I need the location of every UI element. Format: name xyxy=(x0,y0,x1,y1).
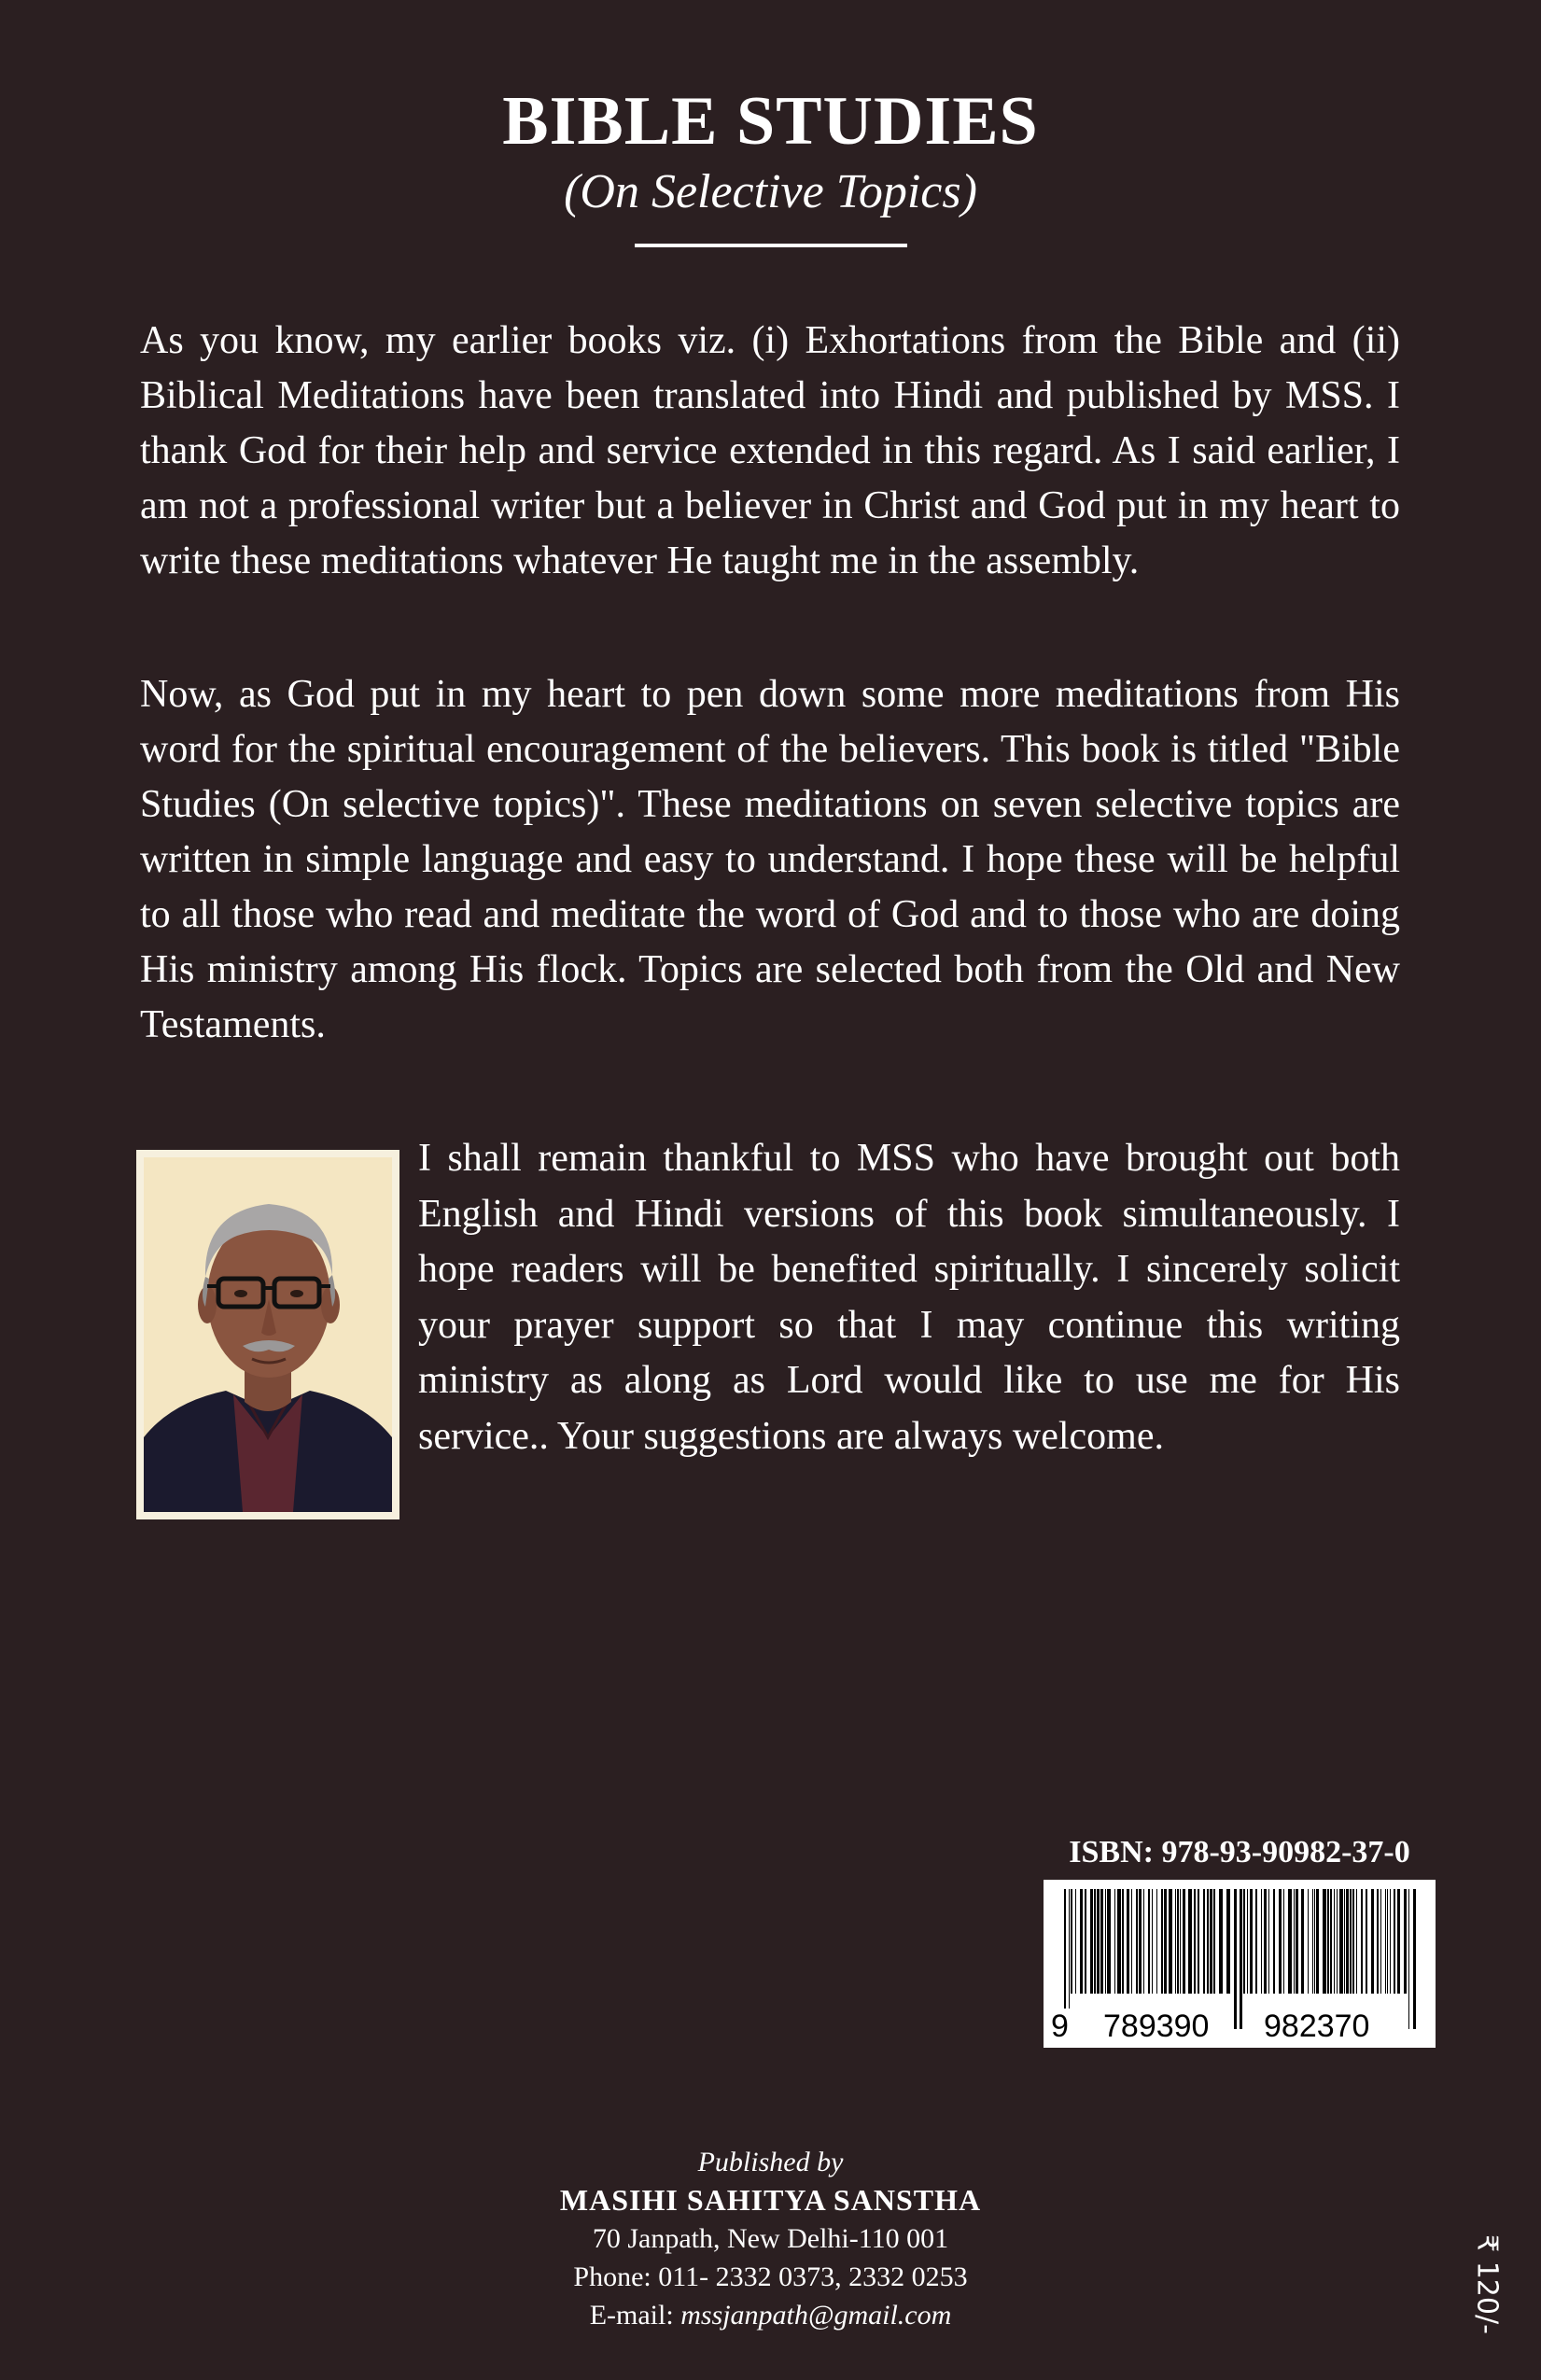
barcode-bar xyxy=(1122,1889,1124,1994)
barcode-digit-group-1: 789390 xyxy=(1103,2009,1210,2044)
barcode-bar xyxy=(1203,1889,1205,1994)
barcode-bar xyxy=(1308,1889,1309,1994)
barcode-bar xyxy=(1210,1889,1212,1994)
cover-header xyxy=(0,84,1541,247)
barcode-bar xyxy=(1080,1889,1083,1994)
barcode-bar xyxy=(1394,1889,1395,1994)
barcode-bar xyxy=(1139,1889,1142,1994)
barcode-bar xyxy=(1371,1889,1374,1994)
barcode-bar xyxy=(1273,1889,1275,1994)
published-by-label: Published by xyxy=(697,2147,844,2177)
barcode-bar xyxy=(1361,1889,1363,1994)
barcode-bar xyxy=(1255,1889,1257,1994)
barcode-bar xyxy=(1148,1889,1150,1994)
barcode-bar xyxy=(1183,1889,1185,1994)
book-price: ₹ 120/- xyxy=(1470,2234,1504,2334)
barcode-bar xyxy=(1226,1889,1230,1994)
barcode-bar xyxy=(1316,1889,1319,1994)
barcode-bar xyxy=(1075,1889,1076,1994)
author-portrait-illustration xyxy=(144,1157,392,1512)
barcode-bar xyxy=(1408,1889,1409,2029)
publisher-block xyxy=(0,2143,1541,2334)
publisher-name: MASIHI SAHITYA SANSTHA xyxy=(559,2183,982,2217)
barcode-digit-lead: 9 xyxy=(1051,2009,1069,2044)
barcode-bar xyxy=(1334,1889,1335,1994)
barcode-bar xyxy=(1164,1889,1167,1994)
barcode-bar xyxy=(1288,1889,1292,1994)
title-divider xyxy=(635,244,907,247)
barcode-bar xyxy=(1404,1889,1407,1994)
barcode-bar xyxy=(1213,1889,1215,1994)
barcode-bar xyxy=(1344,1889,1345,1994)
barcode-bar xyxy=(1247,1889,1248,1994)
barcode-bar xyxy=(1131,1889,1132,1994)
book-subtitle: (On Selective Topics) xyxy=(564,165,977,219)
isbn-block xyxy=(1044,1835,1436,2048)
barcode-bar xyxy=(1071,1889,1072,1994)
barcode-bar xyxy=(1114,1889,1115,1994)
barcode-bar xyxy=(1234,1889,1237,2029)
barcode-bar xyxy=(1390,1889,1391,1994)
barcode-bar xyxy=(1243,1889,1245,1994)
barcode-bar xyxy=(1194,1889,1196,1994)
barcode-bar xyxy=(1097,1889,1100,1994)
barcode-bar xyxy=(1377,1889,1379,1994)
author-photo-frame xyxy=(136,1150,399,1519)
barcode-bar xyxy=(1261,1889,1262,1994)
barcode-bar xyxy=(1188,1889,1192,1994)
barcode xyxy=(1044,1880,1436,2048)
barcode-bar xyxy=(1294,1889,1295,1994)
barcode-bar xyxy=(1385,1889,1386,1994)
barcode-bar xyxy=(1198,1889,1199,1994)
publisher-email-line xyxy=(0,2296,1541,2334)
author-photo xyxy=(144,1157,392,1512)
barcode-bar xyxy=(1323,1889,1326,1994)
barcode-bar xyxy=(1366,1889,1367,1994)
barcode-bar xyxy=(1105,1889,1106,1994)
barcode-bar xyxy=(1100,1889,1103,1994)
barcode-bar xyxy=(1312,1889,1313,1994)
barcode-bar xyxy=(1161,1889,1163,1994)
barcode-bar xyxy=(1380,1889,1381,1994)
isbn-label: ISBN: 978-93-90982-37-0 xyxy=(1069,1835,1410,1869)
barcode-bar xyxy=(1283,1889,1284,1994)
barcode-bar xyxy=(1387,1889,1388,1994)
barcode-bar xyxy=(1240,1889,1242,2029)
barcode-bar xyxy=(1327,1889,1329,1994)
barcode-bar xyxy=(1117,1889,1121,1994)
barcode-bar xyxy=(1136,1889,1138,1994)
barcode-bar xyxy=(1094,1889,1096,1994)
barcode-bar xyxy=(1107,1889,1111,1994)
barcode-bar xyxy=(1337,1889,1338,1994)
blurb-paragraph-1: As you know, my earlier books viz. (i) Exhortations from the Bible and (ii) Biblical Meditations have been translated into Hindi and published by MSS. I thank God for their help and service extended in this regard. As I said earlier, I am not a professional writer but a believer in Christ and God put in my heart to write these meditations whatever He taught me in the assembly. xyxy=(140,319,1400,582)
barcode-bar xyxy=(1413,1889,1416,2029)
book-title: BIBLE STUDIES xyxy=(502,83,1039,160)
barcode-bar xyxy=(1219,1889,1223,1994)
email-label: E-mail: xyxy=(589,2300,681,2331)
barcode-bar xyxy=(1339,1889,1343,1994)
blurb-paragraph-2: Now, as God put in my heart to pen down some more meditations from His word for the spiritual encouragement of the believers. This book is titled "Bible Studies (On selective topics)". These meditations on seven selective topics are written in simple language and easy to understand. I hope these will be helpful to all those who read and meditate the word of God and to those who are doing His ministry among His flock. Topics are selected both from the Old and New Testaments. xyxy=(140,673,1400,1046)
barcode-bar xyxy=(1296,1889,1298,1994)
barcode-bar xyxy=(1330,1889,1332,1994)
barcode-bar xyxy=(1152,1889,1153,1994)
barcode-bar xyxy=(1352,1889,1354,1994)
barcode-bar xyxy=(1127,1889,1129,1994)
barcode-bar xyxy=(1143,1889,1144,1994)
barcode-bar xyxy=(1314,1889,1315,1994)
publisher-email: mssjanpath@gmail.com xyxy=(680,2300,952,2331)
barcode-bar xyxy=(1169,1889,1172,1994)
barcode-bar xyxy=(1085,1889,1086,1994)
barcode-bar xyxy=(1207,1889,1209,1994)
barcode-bar xyxy=(1156,1889,1157,1994)
barcode-bar xyxy=(1250,1889,1253,1994)
barcode-bar xyxy=(1177,1889,1179,1994)
barcode-bar xyxy=(1356,1889,1357,1994)
barcode-bar xyxy=(1264,1889,1267,1994)
publisher-address: 70 Janpath, New Delhi-110 001 xyxy=(592,2223,949,2254)
barcode-bar xyxy=(1279,1889,1282,1994)
barcode-bar xyxy=(1350,1889,1352,1994)
barcode-digit-group-2: 982370 xyxy=(1264,2009,1370,2044)
barcode-bar xyxy=(1397,1889,1400,1994)
barcode-bar xyxy=(1090,1889,1093,1994)
barcode-bar xyxy=(1268,1889,1269,1994)
barcode-bar xyxy=(1180,1889,1181,1994)
barcode-bar xyxy=(1346,1889,1349,1994)
barcode-bar xyxy=(1175,1889,1176,1994)
barcode-bar xyxy=(1301,1889,1304,1994)
blurb-paragraph-3: I shall remain thankful to MSS who have brought out both English and Hindi versions of this book simultaneously. I hope readers will be benefited spiritually. I sincerely solicit your prayer support so that I may continue this writing ministry as along as Lord would like to use me for His service.. Your suggestions are always welcome. xyxy=(418,1137,1400,1458)
publisher-phone: Phone: 011- 2332 0373, 2332 0253 xyxy=(573,2261,968,2292)
